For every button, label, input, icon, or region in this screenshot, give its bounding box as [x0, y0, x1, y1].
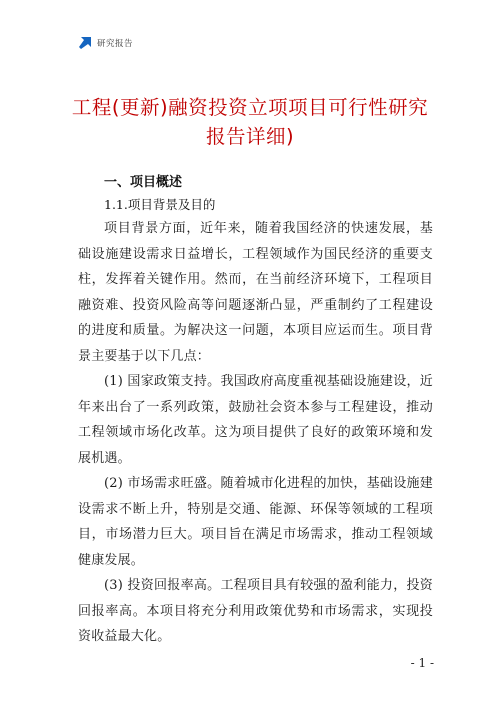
- document-title: [60, 93, 440, 151]
- paragraph-background: 项目背景方面，近年来，随着我国经济的快速发展，基础设施建设需求日益增长，工程领域作为国民经济的重要支柱，发挥着关键作用。然而，在当前经济环境下，工程项目融资难、投资风险高等问题逐渐凸显，严重制约了工程建设的进度和质量。为解决这一问题，本项目应运而生。项目背景主要基于以下几点：: [78, 221, 433, 364]
- paragraph-policy: (1) 国家政策支持。我国政府高度重视基础设施建设，近年来出台了一系列政策，鼓励社会资本参与工程建设，推动工程领域市场化改革。这为项目提供了良好的政策环境和发展机遇。: [78, 374, 433, 466]
- document-title-line-1: 工程(更新)融资投资立项项目可行性研究: [71, 96, 429, 119]
- subsection-heading: 1.1.项目背景及目的: [104, 197, 216, 212]
- page-header: [78, 33, 133, 53]
- section-heading: 一、项目概述: [104, 175, 183, 190]
- page-number: - 1 -: [410, 656, 434, 670]
- document-title-line-2: 报告详细): [205, 125, 295, 148]
- arrow-up-right-icon: [78, 36, 92, 50]
- paragraph-market: (2) 市场需求旺盛。随着城市化进程的加快，基础设施建设需求不断上升，特别是交通、能源、环保等领域的工程项目，市场潜力巨大。项目旨在满足市场需求，推动工程领域健康发展。: [78, 476, 433, 568]
- body-text: [78, 216, 433, 650]
- paragraph-returns: (3) 投资回报率高。工程项目具有较强的盈利能力，投资回报率高。本项目将充分利用政策优势和市场需求，实现投资收益最大化。: [78, 578, 433, 644]
- header-label: 研究报告: [97, 39, 134, 49]
